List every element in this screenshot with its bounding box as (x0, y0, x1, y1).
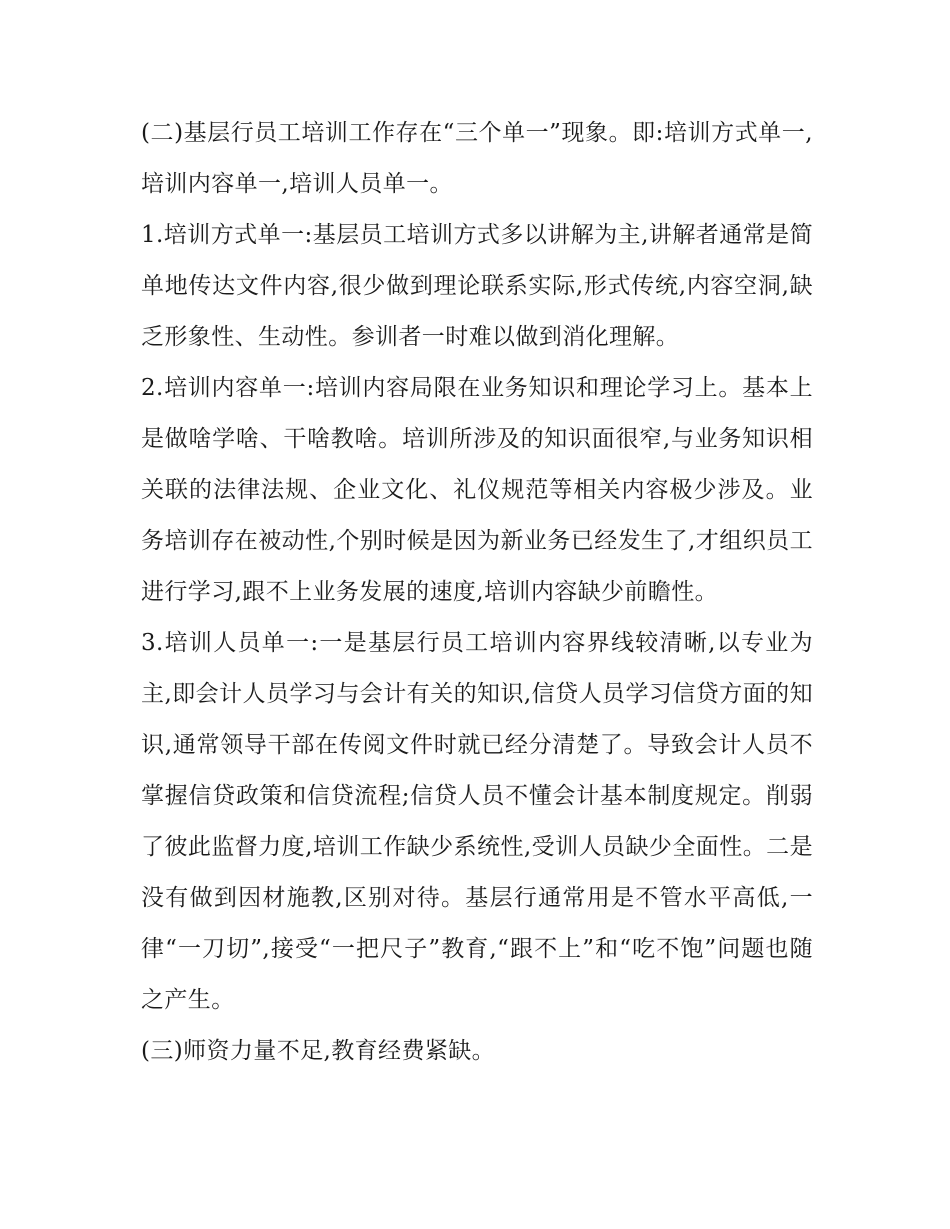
paragraph-training-method: 1.培训方式单一:基层员工培训方式多以讲解为主,讲解者通常是简单地传达文件内容,很少做到理论联系实际,形式传统,内容空洞,缺乏形象性、生动性。参训者一时难以做到消化理解。 (141, 222, 813, 350)
section-heading-2: (二)基层行员工培训工作存在“三个单一”现象。即:培训方式单一,培训内容单一,培训人员单一。 (141, 120, 813, 197)
paragraph-training-content: 2.培训内容单一:培训内容局限在业务知识和理论学习上。基本上是做啥学啥、干啥教啥。培训所涉及的知识面很窄,与业务知识相关联的法律法规、企业文化、礼仪规范等相关内容极少涉及。业务培训存在被动性,个别时候是因为新业务已经发生了,才组织员工进行学习,跟不上业务发展的速度,培训内容缺少前瞻性。 (141, 375, 813, 605)
document-body (141, 108, 813, 1077)
section-heading-3: (三)师资力量不足,教育经费紧缺。 (141, 1038, 496, 1064)
paragraph-training-personnel: 3.培训人员单一:一是基层行员工培训内容界线较清晰,以专业为主,即会计人员学习与会计有关的知识,信贷人员学习信贷方面的知识,通常领导干部在传阅文件时就已经分清楚了。导致会计人员不掌握信贷政策和信贷流程;信贷人员不懂会计基本制度规定。削弱了彼此监督力度,培训工作缺少系统性,受训人员缺少全面性。二是没有做到因材施教,区别对待。基层行通常用是不管水平高低,一律“一刀切”,接受“一把尺子”教育,“跟不上”和“吃不饱”问题也随之产生。 (141, 630, 813, 1013)
